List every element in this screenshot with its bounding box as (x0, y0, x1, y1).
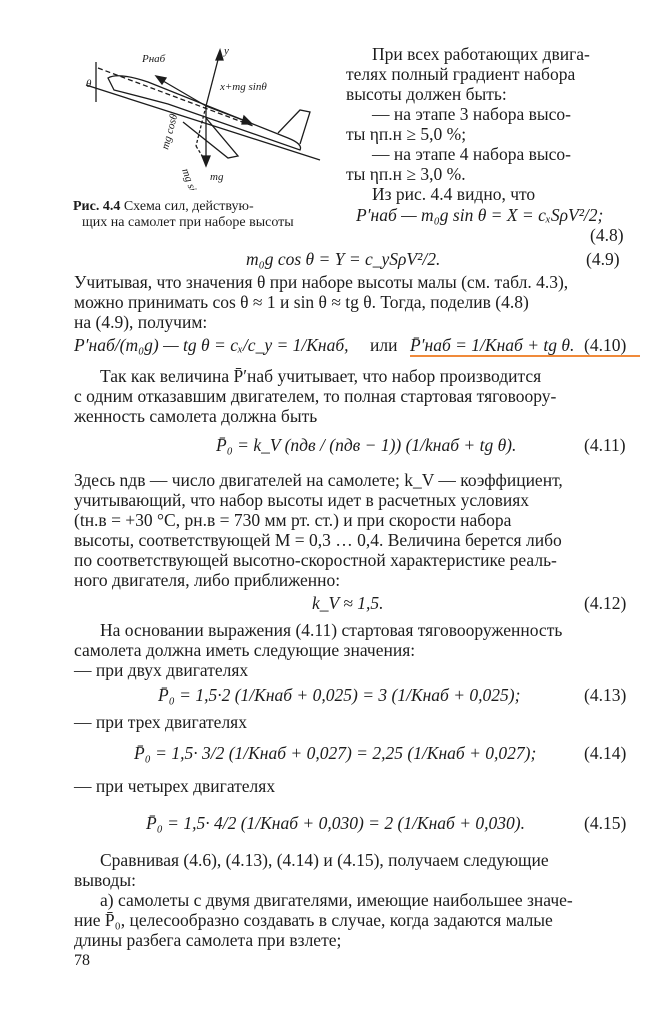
right-text-line: — на этапе 3 набора высо- (372, 104, 571, 124)
label-mg-cos: mg cosθ (159, 112, 181, 151)
right-text-line: высоты должен быть: (346, 84, 507, 104)
label-p-nab: Pнаб (142, 53, 166, 65)
paragraph-line: Так как величина P̄′наб учитывает, что набор производится (100, 366, 542, 386)
page-number: 78 (74, 952, 90, 969)
aircraft-force-diagram (78, 40, 336, 190)
paragraph-line: ние P̄₀, целесообразно создавать в случае, когда задаются малые (74, 910, 553, 930)
tail (278, 110, 310, 144)
equation-4-14: P̄₀ = 1,5· 3/2 (1/Kнаб + 0,027) = 2,25 (1/Kнаб + 0,027); (134, 743, 537, 763)
horizon-line (86, 85, 320, 160)
paragraph-line: можно принимать cos θ ≈ 1 и sin θ ≈ tg θ. Тогда, поделив (4.8) (74, 292, 529, 312)
paragraph-line: а) самолеты с двумя двигателями, имеющие наибольшее значе- (100, 890, 573, 910)
label-y: y (224, 45, 229, 57)
right-text-line: — на этапе 4 набора высо- (372, 144, 571, 164)
paragraph-line: высоты, соответствующей M = 0,3 … 0,4. Величина берется либо (74, 530, 562, 550)
equation-4-12-number: (4.12) (584, 593, 627, 613)
paragraph-line: ного двигателя, либо приближенно: (74, 570, 341, 590)
case-four-engines: — при четырех двигателях (74, 776, 276, 796)
equation-4-12: k_V ≈ 1,5. (312, 593, 384, 613)
right-text-line: ты ηп.н ≥ 3,0 %. (346, 164, 466, 184)
figure-caption-line1 (73, 198, 254, 215)
wing (183, 118, 238, 158)
equation-4-11: P̄₀ = k_V (nдв / (nдв − 1)) (1/kнаб + tg θ). (216, 435, 517, 455)
equation-4-13-number: (4.13) (584, 685, 627, 705)
label-mg: mg (210, 171, 224, 183)
equation-4-14-number: (4.14) (584, 743, 627, 763)
equation-4-10-left: P′наб/(m₀g) — tg θ = cₓ/c_y = 1/Kнаб, (74, 335, 349, 355)
paragraph-line: На основании выражения (4.11) стартовая тяговооруженность (100, 620, 563, 640)
equation-4-15: P̄₀ = 1,5· 4/2 (1/Kнаб + 0,030) = 2 (1/Kнаб + 0,030). (146, 813, 525, 833)
paragraph-line: с одним отказавшим двигателем, то полная стартовая тяговоору- (74, 386, 557, 406)
label-mg-sin: mg sinθ (179, 166, 203, 190)
paragraph-line: учитывающий, что набор высоты идет в расчетных условиях (74, 490, 530, 510)
equation-4-13: P̄₀ = 1,5·2 (1/Kнаб + 0,025) = 3 (1/Kнаб + 0,025); (158, 685, 521, 705)
equation-4-10-or: или (370, 335, 398, 355)
paragraph-line: женность самолета должна быть (74, 406, 318, 426)
equation-4-9-number: (4.9) (586, 249, 620, 269)
equation-4-8: P′наб — m₀g sin θ = X = cₓSρV²/2; (356, 205, 604, 225)
paragraph-line: Здесь nдв — число двигателей на самолете; k_V — коэффициент, (74, 470, 563, 490)
highlight-underline (410, 355, 640, 357)
paragraph-line: (tн.в = +30 °С, pн.в = 730 мм рт. ст.) и при скорости набора (74, 510, 512, 530)
right-text-line: При всех работающих двига- (372, 44, 590, 64)
equation-4-8-number: (4.8) (590, 225, 624, 245)
paragraph-line: выводы: (74, 870, 136, 890)
equation-4-10-number: (4.10) (584, 335, 627, 355)
figure-number: Рис. 4.4 (73, 199, 121, 214)
equation-4-11-number: (4.11) (584, 435, 626, 455)
label-x-force: x+mg sinθ (220, 81, 267, 93)
paragraph-line: самолета должна иметь следующие значения: (74, 640, 416, 660)
paragraph-line: длины разбега самолета при взлете; (74, 930, 342, 950)
right-text-line: ты ηп.н ≥ 5,0 %; (346, 124, 467, 144)
figure-caption-line2: щих на самолет при наборе высоты (82, 215, 294, 230)
paragraph-line: на (4.9), получим: (74, 312, 208, 332)
equation-4-15-number: (4.15) (584, 813, 627, 833)
case-three-engines: — при трех двигателях (74, 712, 247, 732)
paragraph-line: по соответствующей высотно-скоростной характеристике реаль- (74, 550, 557, 570)
paragraph-line: Учитывая, что значения θ при наборе высоты малы (см. табл. 4.3), (74, 272, 569, 292)
label-theta: θ (86, 78, 92, 90)
case-two-engines: — при двух двигателях (74, 660, 249, 680)
right-text-line: Из рис. 4.4 видно, что (372, 184, 536, 204)
paragraph-line: Сравнивая (4.6), (4.13), (4.14) и (4.15), получаем следующие (100, 850, 549, 870)
right-text-line: телях полный градиент набора (346, 64, 576, 84)
figure-caption-text: Схема сил, действую- (123, 199, 254, 214)
thrust-arrow (158, 78, 206, 106)
equation-4-10-right: P̄′наб = 1/Kнаб + tg θ. (410, 335, 575, 355)
force-diagram-svg (78, 40, 336, 190)
equation-4-9: m₀g cos θ = Y = c_ySρV²/2. (246, 249, 441, 269)
